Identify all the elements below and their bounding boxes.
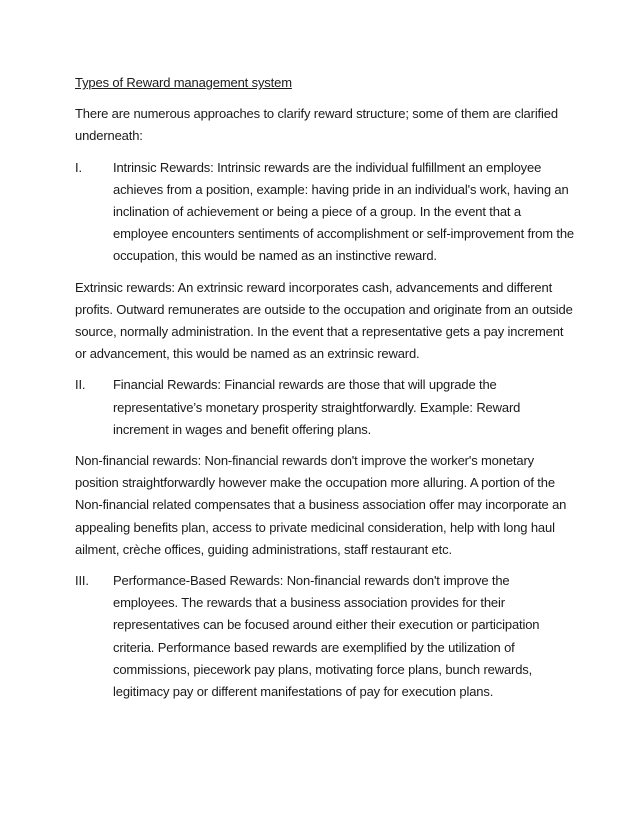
list-marker: III. [75, 573, 89, 589]
intro-paragraph: There are numerous approaches to clarify reward structure; some of them are clarified underneath: [75, 106, 558, 144]
extrinsic-paragraph: Extrinsic rewards: An extrinsic reward incorporates cash, advancements and different profits. Outward remunerates are outside to the occupation and originate from an outside source, normally administration. In the event that a representative gets a pay increment or advancement, this would be named as an extrinsic reward. [75, 279, 573, 362]
section-heading: Types of Reward management system [75, 75, 292, 90]
list-marker: II. [75, 377, 86, 393]
list-item-text: Performance-Based Rewards: Non-financial rewards don't improve the employees. The rewards that a business association provides for their representatives can be focused around either their execution or participation criteria. Performance based rewards are exemplified by the utilization of commissions, piecework pay plans, motivating force plans, bunch rewards, legitimacy pay or different manifestations of pay for execution plans. [113, 573, 540, 700]
list-marker: I. [75, 159, 82, 175]
document-page [75, 72, 575, 712]
nonfinancial-paragraph: Non-financial rewards: Non-financial rewards don't improve the worker's monetary position straightforwardly however make the occupation more alluring. A portion of the Non-financial related compensates that a business association offer may incorporate an appealing benefits plan, access to private medicinal consideration, help with long haul ailment, crèche offices, guiding administrations, staff restaurant etc. [75, 453, 567, 557]
list-item-financial [75, 374, 575, 441]
list-item-text: Intrinsic Rewards: Intrinsic rewards are the individual fulfillment an employee achieves from a position, example: having pride in an individual's work, having an inclination of achievement or being a piece of a group. In the event that a employee encounters sentiments of accomplishment or self-improvement from the occupation, this would be named as an instinctive reward. [113, 159, 574, 264]
list-item-intrinsic [75, 157, 575, 268]
list-item-performance [75, 570, 575, 703]
list-item-text: Financial Rewards: Financial rewards are those that will upgrade the representative’s monetary prosperity straightforwardly. Example: Reward increment in wages and benefit offering plans. [113, 377, 521, 437]
